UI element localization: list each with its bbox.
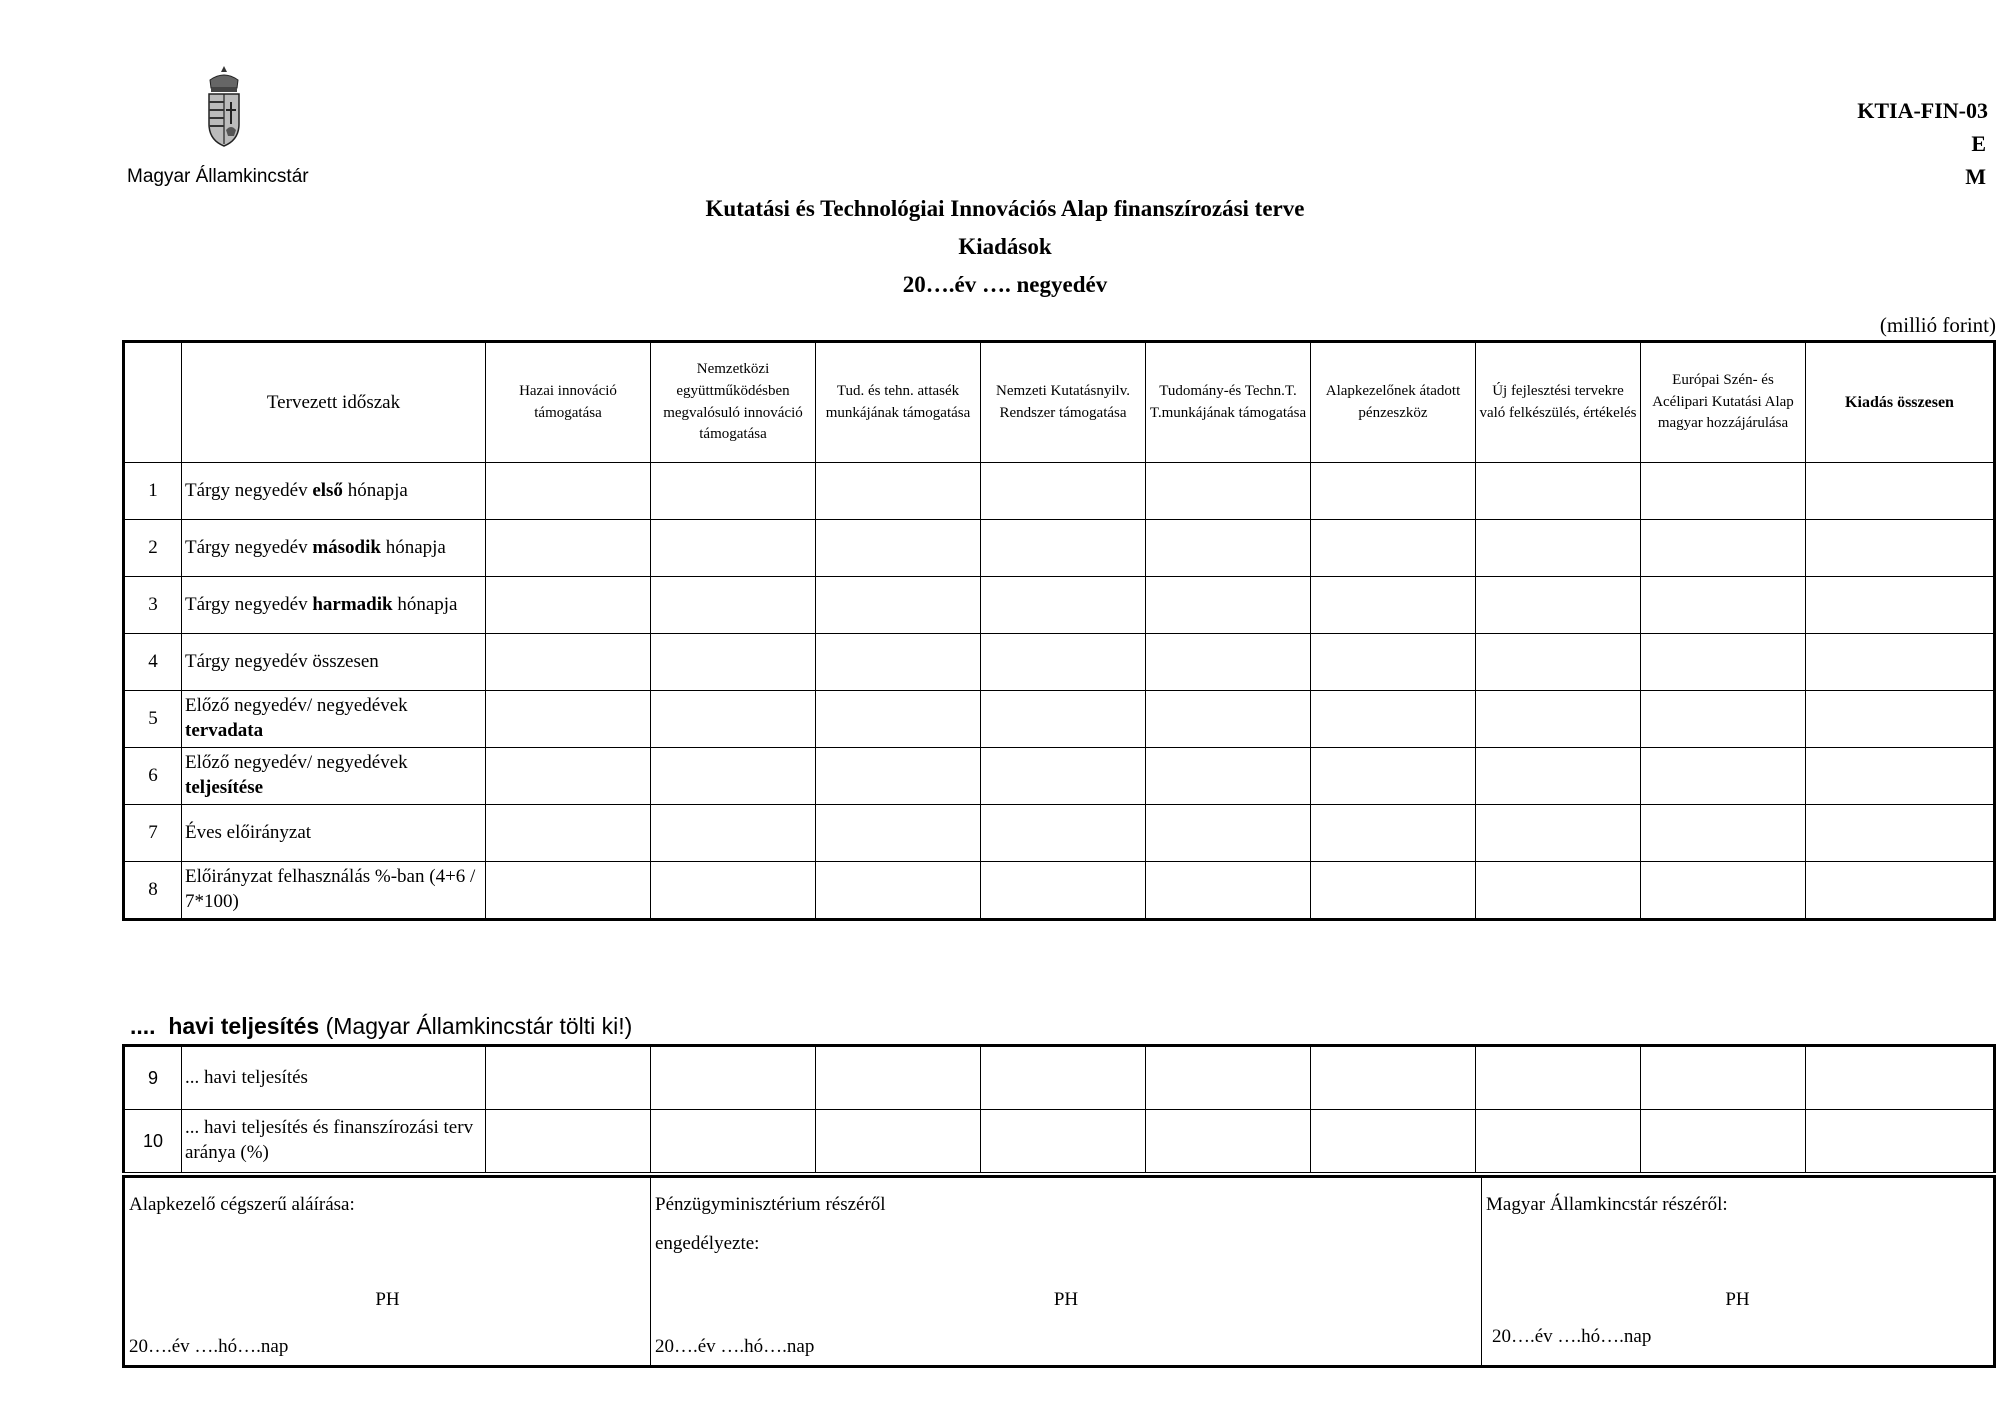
value-cell[interactable] [816,805,981,862]
value-cell[interactable] [1806,520,1995,577]
row-label [182,748,486,805]
signature-approved-label: engedélyezte: [655,1233,760,1254]
value-cell[interactable] [816,748,981,805]
row-label-text: Előző negyedév/ negyedévek [185,695,413,717]
value-cell[interactable] [1476,463,1641,520]
row-label [182,862,486,920]
document-subtitle: Kiadások [958,234,1052,259]
signature-ministry [651,1177,1482,1367]
row-number: 5 [124,691,182,748]
table-row [124,1110,1995,1173]
row-number: 7 [124,805,182,862]
row-label-text: Tárgy negyedév [185,536,313,558]
value-cell[interactable] [651,805,816,862]
header-col-3: Tud. és tehn. attasék munkájának támogatása [816,342,981,463]
signature-label: Pénzügyminisztérium részéről [655,1194,886,1215]
value-cell[interactable] [1476,1046,1641,1110]
row-label [182,634,486,691]
value-cell[interactable] [1641,577,1806,634]
value-cell[interactable] [651,577,816,634]
value-cell[interactable] [816,1110,981,1173]
table-row [124,634,1995,691]
row-label-suffix: hónapja [342,479,408,501]
header-total: Kiadás összesen [1806,342,1995,463]
value-cell[interactable] [1641,748,1806,805]
row-label-emphasis: második [312,536,381,558]
form-code-line-3: M [1965,164,1986,189]
table-row [124,862,1995,920]
row-label [182,577,486,634]
row-number: 10 [124,1110,182,1173]
form-code-line-2: E [1971,131,1986,156]
row-label-emphasis: harmadik [312,593,393,615]
document-period: 20….év …. negyedév [902,272,1108,297]
table-header-row [124,342,1995,463]
value-cell[interactable] [1806,805,1995,862]
unit-label: (millió forint) [1879,313,1996,337]
value-cell[interactable] [816,577,981,634]
signature-block [122,1175,1996,1368]
header-col-8: Európai Szén- és Acélipari Kutatási Alap magyar hozzájárulása [1641,342,1806,463]
value-cell[interactable] [1806,577,1995,634]
value-cell[interactable] [1311,748,1476,805]
value-cell[interactable] [1476,1110,1641,1173]
value-cell[interactable] [981,748,1146,805]
row-number: 6 [124,748,182,805]
signature-date: 20….év ….hó….nap [1492,1326,1652,1347]
signature-date: 20….év ….hó….nap [655,1336,815,1357]
value-cell[interactable] [1806,748,1995,805]
value-cell[interactable] [981,634,1146,691]
value-cell[interactable] [486,1046,651,1110]
row-number: 1 [124,463,182,520]
value-cell[interactable] [1311,520,1476,577]
row-label-suffix: hónapja [380,536,446,558]
row-label-text: Előző negyedév/ negyedévek [185,752,413,774]
value-cell[interactable] [651,463,816,520]
value-cell[interactable] [1146,691,1311,748]
value-cell[interactable] [981,577,1146,634]
value-cell[interactable] [981,520,1146,577]
table-row [124,691,1995,748]
plan-table [122,340,1996,921]
value-cell[interactable] [1806,862,1995,920]
value-cell[interactable] [651,1046,816,1110]
value-cell[interactable] [486,862,651,920]
value-cell[interactable] [816,862,981,920]
value-cell[interactable] [1641,520,1806,577]
monthly-table [122,1044,1996,1173]
value-cell[interactable] [981,463,1146,520]
value-cell[interactable] [1311,577,1476,634]
heading-prefix: .... [130,1013,169,1039]
table-row [124,463,1995,520]
value-cell[interactable] [816,691,981,748]
header-cell-num [124,342,182,463]
row-label-suffix: hónapja [392,593,458,615]
value-cell[interactable] [1146,520,1311,577]
value-cell[interactable] [1641,805,1806,862]
stamp-placeholder: PH [1725,1289,1750,1310]
value-cell[interactable] [1146,748,1311,805]
value-cell[interactable] [1806,691,1995,748]
header-col-2: Nemzetközi együttműködésben megvalósuló innováció támogatása [651,342,816,463]
value-cell[interactable] [1806,1110,1995,1173]
value-cell[interactable] [981,805,1146,862]
header-col-7: Új fejlesztési tervekre való felkészülés, értékelés [1476,342,1641,463]
form-code: KTIA-FIN-03 [1857,98,1988,123]
value-cell[interactable] [1311,691,1476,748]
signature-date: 20….év ….hó….nap [129,1336,289,1357]
value-cell[interactable] [486,577,651,634]
value-cell[interactable] [1311,1046,1476,1110]
signature-treasury [1482,1177,1995,1367]
value-cell[interactable] [981,1110,1146,1173]
value-cell[interactable] [1476,862,1641,920]
value-cell[interactable] [1641,1110,1806,1173]
header-col-1: Hazai innováció támogatása [486,342,651,463]
value-cell[interactable] [1806,634,1995,691]
signature-fund-manager [124,1177,651,1367]
row-number: 4 [124,634,182,691]
signature-label: Magyar Államkincstár részéről: [1486,1194,1728,1215]
value-cell[interactable] [1476,520,1641,577]
value-cell[interactable] [1476,691,1641,748]
value-cell[interactable] [651,1110,816,1173]
row-label-emphasis: tervadata [185,720,264,741]
signature-label: Alapkezelő cégszerű aláírása: [129,1194,355,1215]
row-label-text: Tárgy negyedév összesen [185,650,379,672]
value-cell[interactable] [486,463,651,520]
value-cell[interactable] [1146,463,1311,520]
header-col-4: Nemzeti Kutatásnyilv. Rendszer támogatása [981,342,1146,463]
value-cell[interactable] [981,1046,1146,1110]
row-label [182,805,486,862]
value-cell[interactable] [981,862,1146,920]
value-cell[interactable] [1806,463,1995,520]
value-cell[interactable] [1146,1110,1311,1173]
value-cell[interactable] [486,634,651,691]
row-label-text: Éves előirányzat [185,821,312,843]
row-number: 3 [124,577,182,634]
value-cell[interactable] [1146,634,1311,691]
heading-bold: havi teljesítés [168,1013,320,1039]
value-cell[interactable] [1311,805,1476,862]
value-cell[interactable] [1311,862,1476,920]
value-cell[interactable] [1146,577,1311,634]
stamp-placeholder: PH [375,1289,400,1310]
table-row [124,748,1995,805]
row-label-emphasis: teljesítése [185,777,264,798]
row-label-text: Tárgy negyedév [185,593,313,615]
value-cell[interactable] [1806,1046,1995,1110]
monthly-section-heading [130,1013,632,1040]
value-cell[interactable] [651,634,816,691]
header-time-period: Tervezett időszak [182,342,486,463]
value-cell[interactable] [651,520,816,577]
table-row [124,577,1995,634]
value-cell[interactable] [1311,463,1476,520]
value-cell[interactable] [1641,1046,1806,1110]
value-cell[interactable] [1476,577,1641,634]
row-label-text: Tárgy negyedév [185,479,313,501]
hungarian-coat-of-arms-icon [204,66,244,148]
row-label [182,463,486,520]
value-cell[interactable] [651,862,816,920]
table-row [124,520,1995,577]
value-cell[interactable] [1311,634,1476,691]
stamp-placeholder: PH [1053,1289,1079,1310]
value-cell[interactable] [816,1046,981,1110]
value-cell[interactable] [651,748,816,805]
row-label-emphasis: első [312,479,343,501]
table-row [124,805,1995,862]
row-label: ... havi teljesítés [182,1046,486,1110]
row-number: 2 [124,520,182,577]
value-cell[interactable] [816,634,981,691]
value-cell[interactable] [651,691,816,748]
organization-name: Magyar Államkincstár [127,166,309,187]
row-label-text: Előirányzat felhasználás %-ban (4+6 / 7*100) [185,866,481,912]
value-cell[interactable] [816,520,981,577]
value-cell[interactable] [1641,634,1806,691]
row-label [182,520,486,577]
header-col-5: Tudomány-és Techn.T. T.munkájának támogatása [1146,342,1311,463]
value-cell[interactable] [486,1110,651,1173]
row-label: ... havi teljesítés és finanszírozási terv aránya (%) [182,1110,486,1173]
value-cell[interactable] [1146,862,1311,920]
value-cell[interactable] [1146,1046,1311,1110]
value-cell[interactable] [1641,463,1806,520]
value-cell[interactable] [1641,691,1806,748]
value-cell[interactable] [1641,862,1806,920]
table-row [124,1046,1995,1110]
value-cell[interactable] [486,748,651,805]
value-cell[interactable] [486,805,651,862]
value-cell[interactable] [1146,805,1311,862]
value-cell[interactable] [1476,748,1641,805]
value-cell[interactable] [486,691,651,748]
value-cell[interactable] [816,463,981,520]
document-title: Kutatási és Technológiai Innovációs Alap finanszírozási terve [705,196,1305,221]
value-cell[interactable] [1476,634,1641,691]
value-cell[interactable] [1476,805,1641,862]
row-number: 8 [124,862,182,920]
row-label [182,691,486,748]
value-cell[interactable] [486,520,651,577]
value-cell[interactable] [1311,1110,1476,1173]
heading-suffix: (Magyar Államkincstár tölti ki!) [319,1013,633,1039]
header-col-6: Alapkezelőnek átadott pénzeszköz [1311,342,1476,463]
value-cell[interactable] [981,691,1146,748]
row-number: 9 [124,1046,182,1110]
